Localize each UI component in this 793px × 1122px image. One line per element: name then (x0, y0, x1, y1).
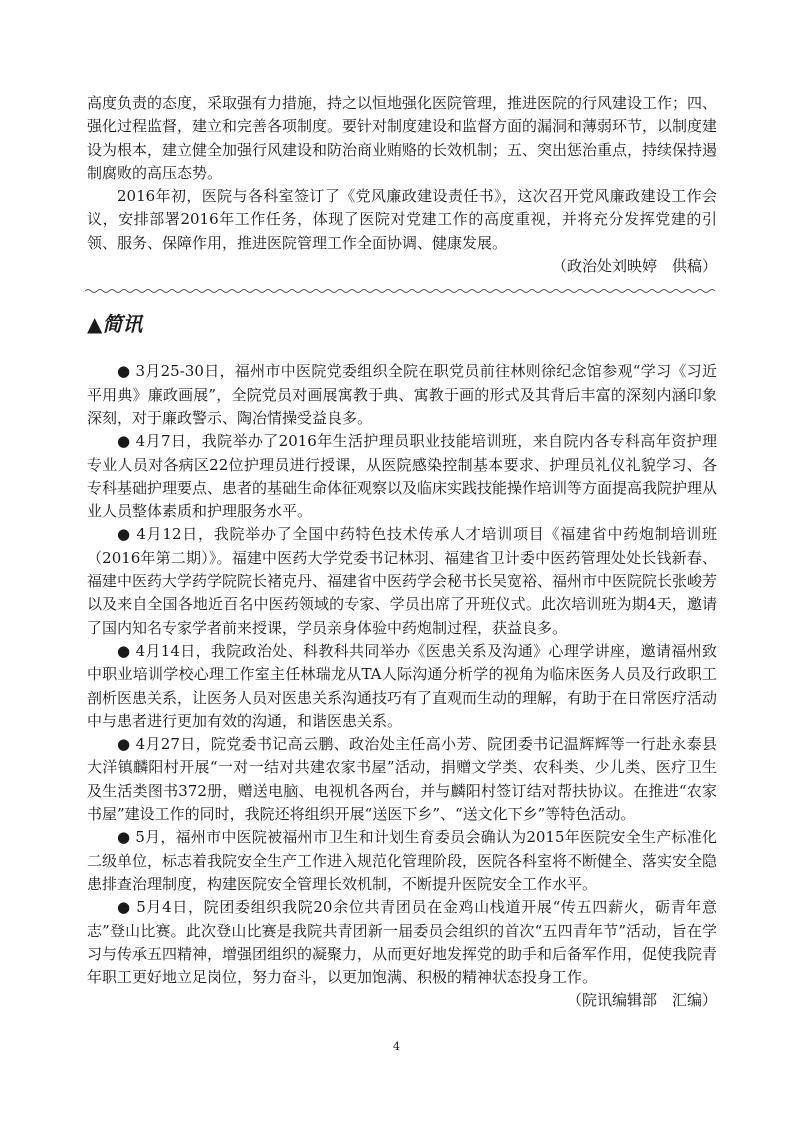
intro-paragraph-1: 高度负责的态度，采取强有力措施，持之以恒地强化医院管理，推进医院的行风建设工作；四、强化过程监督，建立和完善各项制度。要针对制度建设和监督方面的漏洞和薄弱环节，以制度建设为根本，建立健全加强行风建设和防治商业贿赂的长效机制；五、突出惩治重点，持续保持遏制腐败的高压态势。 (87, 94, 718, 182)
news-item (87, 640, 717, 733)
news-item-text: 4月27日，院党委书记高云鹏、政治处主任高小芳、院团委书记温辉辉等一行赴永泰县大洋镇麟阳村开展“一对一结对共建农家书屋”活动，捐赠文学类、农科类、少儿类、医疗卫生及生活类图书372册，赠送电脑、电视机各两台，并与麟阳村签订结对帮扶协议。在推进“农家书屋”建设工作的同时，我院还将组织开展“送医下乡”、“送文化下乡”等特色活动。 (87, 735, 717, 824)
news-item-text: 5月4日，院团委组织我院20余位共青团员在金鸡山栈道开展“传五四薪火，砺青年意志”登山比赛。此次登山比赛是我院共青团新一届委员会组织的首次“五四青年节”活动，旨在学习与传承五四精神，增强团组织的凝聚力，从而更好地发挥党的助手和后备军作用，促使我院青年职工更好地立足岗位，努力奋斗，以更加饱满、积极的精神状态投身工作。 (87, 898, 718, 987)
section-title: 简讯 (102, 312, 143, 337)
section-heading (87, 309, 717, 339)
intro-credit: （政治处刘映婷 供稿） (551, 257, 717, 276)
wavy-divider (85, 287, 717, 295)
news-item (87, 826, 717, 896)
news-item-text: 4月14日，我院政治处、科教科共同举办《医患关系及沟通》心理学讲座，邀请福州致中职业培训学校心理工作室主任林瑞龙从TA人际沟通分析学的视角为临床医务人员及行政职工剖析医患关系，让医务人员对医患关系沟通技巧有了直观而生动的理解，有助于在日常医疗活动中与患者进行更加有效的沟通，和谐医患关系。 (87, 641, 718, 730)
bullet-icon: ● (117, 898, 131, 917)
bullet-icon: ● (117, 735, 131, 754)
bullet-icon: ● (117, 828, 131, 847)
bullet-icon: ● (117, 432, 131, 451)
news-item-text: 4月12日，我院举办了全国中药特色技术传承人才培训项目《福建省中药炮制培训班（2016年第二期）》。福建中医药大学党委书记林羽、福建省卫计委中医药管理处处长钱新春、福建中医药大学药学院院长褚克丹、福建省中医药学会秘书长吴宽裕、福州市中医院院长张峻芳以及来自全国各地近百名中医药领域的专家、学员出席了开班仪式。此次培训班为期4天，邀请了国内知名专家学者前来授课，学员亲身体验中药炮制过程，获益良多。 (87, 525, 718, 637)
news-item (87, 430, 717, 523)
page-body (87, 92, 717, 1013)
news-item (87, 896, 717, 989)
news-item (87, 360, 717, 430)
news-list (87, 360, 717, 989)
bullet-icon: ● (117, 641, 131, 660)
page-number: 4 (393, 1040, 400, 1053)
news-item (87, 733, 717, 826)
bullet-icon: ● (117, 362, 131, 381)
news-item (87, 523, 717, 639)
bullet-icon: ● (117, 525, 131, 544)
news-credit: （院讯编辑部 汇编） (566, 991, 717, 1010)
news-item-text: 4月7日，我院举办了2016年生活护理员职业技能培训班，来自院内各专科高年资护理专业人员对各病区22位护理员进行授课，从医院感染控制基本要求、护理员礼仪礼貌学习、各专科基础护理要点、患者的基础生命体征观察以及临床实践技能操作培训等方面提高我院护理从业人员整体素质和护理服务水平。 (87, 432, 718, 521)
triangle-icon: ▲ (87, 312, 103, 337)
news-item-text: 5月，福州市中医院被福州市卫生和计划生育委员会确认为2015年医院安全生产标准化二级单位，标志着我院安全生产工作进入规范化管理阶段，医院各科室将不断健全、落实安全隐患排查治理制度，构建医院安全管理长效机制，不断提升医院安全工作水平。 (87, 828, 718, 893)
intro-paragraph-2: 2016年初，医院与各科室签订了《党风廉政建设责任书》，这次召开党风廉政建设工作会议，安排部署2016年工作任务，体现了医院对党建工作的高度重视，并将充分发挥党建的引领、服务、保障作用，推进医院管理工作全面协调、健康发展。 (87, 187, 717, 252)
news-item-text: 3月25-30日，福州市中医院党委组织全院在职党员前往林则徐纪念馆参观“学习《习近平用典》廉政画展”，全院党员对画展寓教于典、寓教于画的形式及其背后丰富的深刻内涵印象深刻，对于廉政警示、陶冶情操受益良多。 (87, 362, 717, 427)
